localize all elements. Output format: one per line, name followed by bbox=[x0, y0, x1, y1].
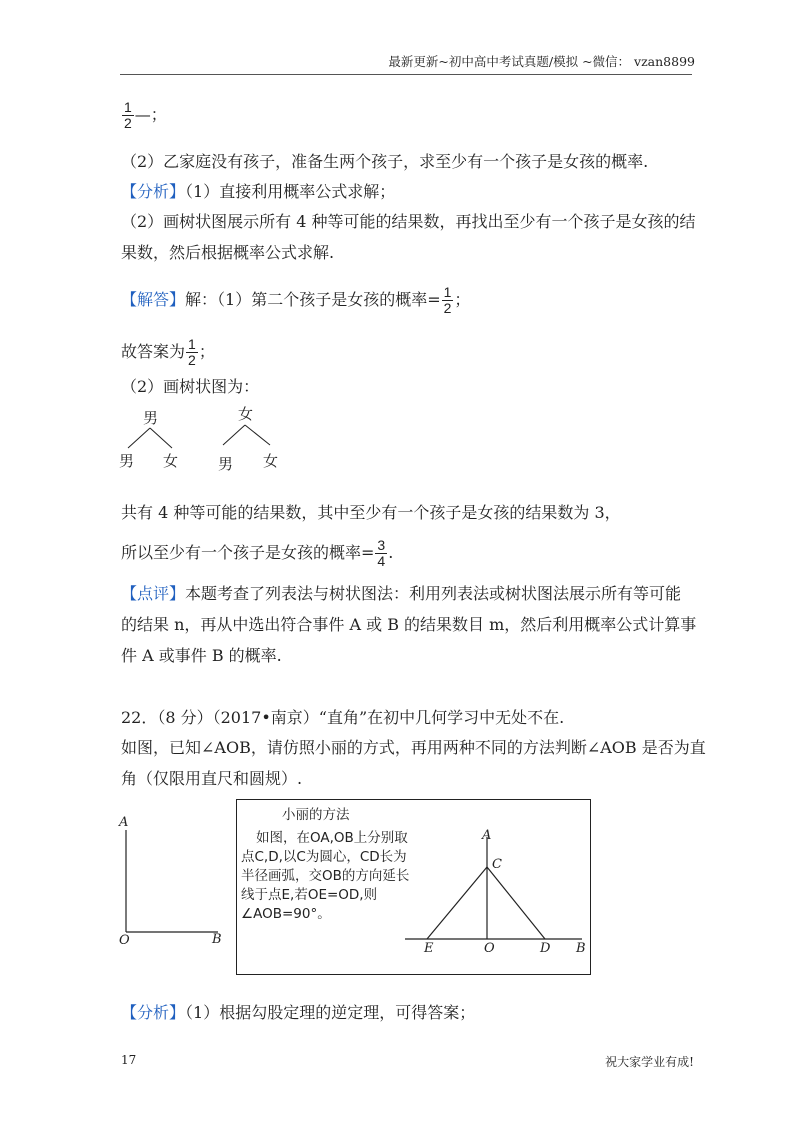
box-label-o: O bbox=[484, 941, 495, 956]
fraction: $\frac{1}{2}$ bbox=[443, 284, 452, 316]
answer-tag: 【解答】 bbox=[121, 290, 186, 309]
tree-root-2: 女 bbox=[238, 405, 254, 423]
box-label-a: A bbox=[482, 828, 492, 843]
tree-leaf-2b: 女 bbox=[263, 452, 279, 470]
box-label-d: D bbox=[540, 941, 551, 956]
answer-line-1: 【解答】解：（1）第二个孩子是女孩的概率= $\frac{1}{2}$ ； bbox=[121, 284, 471, 316]
result-line-1: 共有 4 种等可能的结果数，其中至少有一个孩子是女孩的结果数为 3， bbox=[121, 503, 621, 522]
tree-root-1: 男 bbox=[143, 409, 159, 427]
analysis-last-line: 【分析】（1）根据勾股定理的逆定理，可得答案； bbox=[121, 1003, 476, 1022]
tree-lines bbox=[110, 400, 310, 475]
method-line-1: 如图，在OA,OB上分别取 bbox=[256, 830, 408, 846]
fraction: $\frac{3}{4}$ bbox=[377, 537, 386, 569]
method-box-title: 小丽的方法 bbox=[282, 807, 350, 823]
box-label-b: B bbox=[576, 941, 586, 956]
label-a: A bbox=[119, 815, 129, 830]
page-number: 17 bbox=[121, 1053, 137, 1067]
tree-leaf-1b: 女 bbox=[163, 452, 179, 470]
result-line-2: 所以至少有一个孩子是女孩的概率= $\frac{3}{4}$ . bbox=[121, 537, 394, 569]
comment-tag: 【点评】 bbox=[121, 584, 186, 603]
analysis-line-3: 果数，然后根据概率公式求解. bbox=[121, 243, 335, 262]
fraction: $\frac{1}{2}$ bbox=[124, 99, 132, 131]
comment-line-2: 的结果 n，再从中选出符合事件 A 或 B 的结果数目 m，然后利用概率公式计算事 bbox=[121, 615, 697, 634]
tree-leaf-2a: 男 bbox=[218, 455, 234, 473]
page-header: 最新更新~初中高中考试真题/模拟 ~微信： vzan8899 bbox=[388, 54, 695, 69]
method-line-3: 半径画弧，交OB的方向延长 bbox=[241, 868, 410, 884]
fraction: $\frac{1}{2}$ bbox=[188, 336, 196, 368]
header-rule bbox=[120, 74, 692, 75]
method-line-5: ∠AOB=90°。 bbox=[241, 906, 331, 922]
comment-line-3: 件 A 或事件 B 的概率. bbox=[121, 646, 282, 665]
question-22-line-1: 22．（8 分）（2017•南京）“直角”在初中几何学习中无处不在. bbox=[121, 708, 565, 727]
question-22-line-2: 如图，已知∠AOB，请仿照小丽的方式，再用两种不同的方法判断∠AOB 是否为直 bbox=[121, 738, 706, 757]
answer-line-2: 故答案为 $\frac{1}{2}$ ； bbox=[121, 336, 215, 368]
question-22-line-3: 角（仅限用直尺和圆规）. bbox=[121, 769, 303, 788]
analysis-line-2: （2）画树状图展示所有 4 种等可能的结果数，再找出至少有一个孩子是女孩的结 bbox=[121, 212, 696, 231]
analysis-tag: 【分析】 bbox=[121, 182, 186, 201]
analysis-tag: 【分析】 bbox=[121, 1003, 186, 1022]
label-b: B bbox=[212, 932, 222, 947]
top-fraction-line: $\frac{1}{2}$ —； bbox=[124, 99, 167, 131]
tree-intro: （2）画树状图为： bbox=[121, 377, 260, 396]
footer-slogan: 祝大家学业有成! bbox=[605, 1055, 694, 1069]
analysis-line-1: 【分析】（1）直接利用概率公式求解； bbox=[121, 182, 396, 201]
angle-lines bbox=[118, 820, 228, 950]
question-2: （2）乙家庭没有孩子，准备生两个孩子，求至少有一个孩子是女孩的概率. bbox=[121, 152, 649, 171]
method-figure bbox=[400, 825, 590, 960]
method-line-4: 线于点E,若OE=OD,则 bbox=[241, 887, 378, 903]
box-label-e: E bbox=[424, 941, 434, 956]
method-line-2: 点C,D,以C为圆心，CD长为 bbox=[241, 849, 407, 865]
tree-leaf-1a: 男 bbox=[119, 452, 135, 470]
comment-line-1: 【点评】本题考查了列表法与树状图法：利用列表法或树状图法展示所有等可能 bbox=[121, 584, 682, 603]
label-o: O bbox=[119, 933, 130, 948]
box-label-c: C bbox=[492, 857, 502, 872]
